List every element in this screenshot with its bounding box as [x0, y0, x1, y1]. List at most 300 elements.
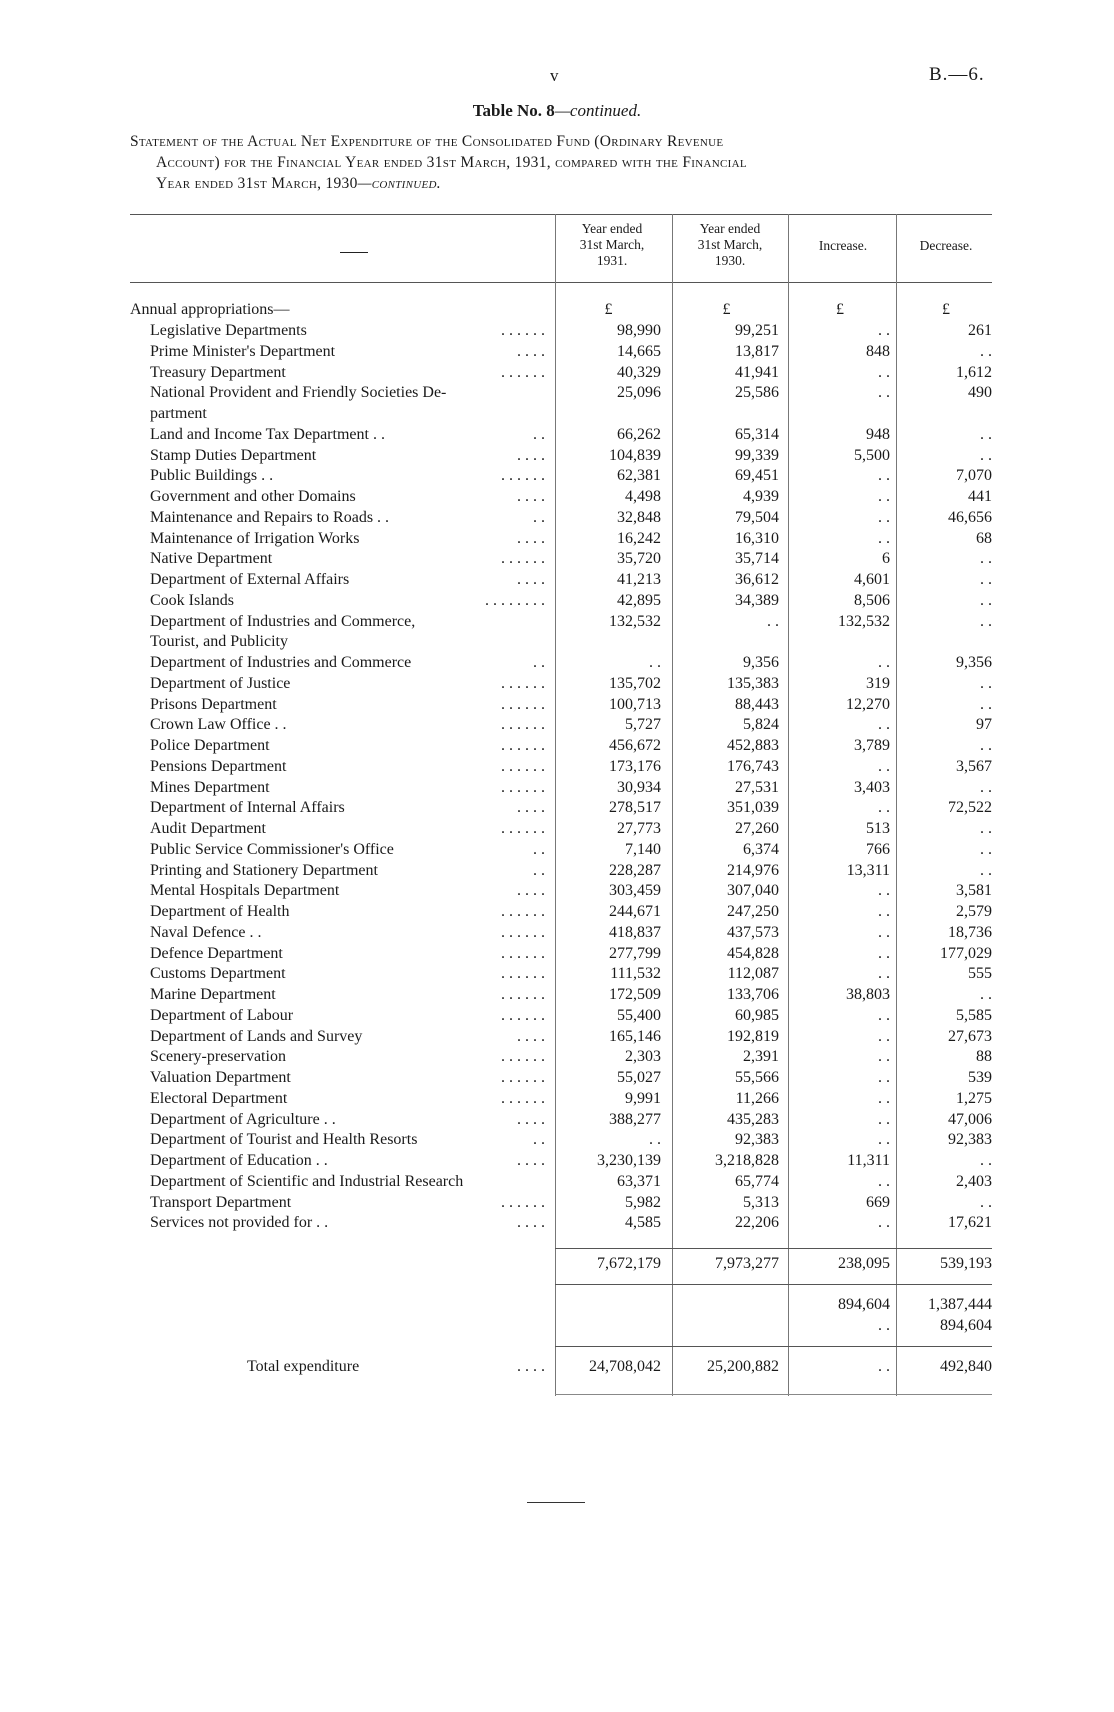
row-leader-dots: . . . .	[517, 1110, 545, 1128]
header-1931-line-1: Year ended	[581, 221, 643, 236]
table-row	[0, 466, 1114, 486]
row-label: Services not provided for . .	[150, 1214, 329, 1232]
table-row	[0, 798, 1114, 818]
row-value-decrease: 5,585	[956, 1006, 992, 1024]
row-label-continuation: partment	[150, 405, 207, 422]
row-leader-dots: . . . . . .	[501, 1048, 545, 1066]
table-row	[0, 508, 1114, 528]
row-label: Maintenance of Irrigation Works	[150, 529, 360, 547]
section-heading: Annual appropriations—	[130, 301, 290, 318]
table-row	[0, 964, 1114, 984]
row-value-increase: 5,500	[854, 446, 890, 464]
row-value-1930: 351,039	[727, 799, 779, 817]
row-label: Legislative Departments	[150, 322, 307, 339]
row-value-decrease: 92,383	[948, 1131, 992, 1149]
row-value-1931: 2,303	[625, 1048, 661, 1066]
row-value-decrease: . .	[980, 737, 992, 754]
row-label: Naval Defence . .	[150, 923, 262, 941]
row-value-1930: 92,383	[735, 1131, 779, 1149]
offset-row-1	[0, 1295, 1114, 1315]
table-row	[0, 425, 1114, 445]
row-value-decrease: 7,070	[956, 467, 992, 485]
row-value-1931: 98,990	[617, 322, 661, 339]
row-label: Department of Internal Affairs	[150, 799, 345, 817]
table-row	[0, 321, 1114, 341]
row-value-1931: 16,242	[617, 529, 661, 547]
row-value-increase: 132,532	[838, 612, 890, 630]
column-header-increase: Increase.	[818, 238, 868, 253]
table-row	[0, 549, 1114, 569]
total-1930: 25,200,882	[707, 1358, 779, 1375]
table-row	[0, 819, 1114, 839]
row-label: Department of Agriculture . .	[150, 1110, 336, 1128]
table-title-suffix: —continued.	[554, 101, 642, 120]
table-row	[0, 778, 1114, 798]
row-value-1930: 435,283	[727, 1110, 779, 1128]
row-leader-dots: . . . . . .	[501, 1193, 545, 1211]
row-value-increase: . .	[878, 1048, 890, 1066]
row-value-1931: 388,277	[609, 1110, 661, 1128]
row-value-1931: . .	[649, 1131, 661, 1149]
row-value-1930: 135,383	[727, 674, 779, 692]
table-row	[0, 529, 1114, 549]
row-value-1930: 60,985	[735, 1006, 779, 1024]
row-value-decrease: 18,736	[948, 923, 992, 941]
row-label: Department of Industries and Commerce	[150, 654, 412, 671]
row-label: Police Department	[150, 737, 270, 754]
row-value-decrease: 88	[976, 1048, 992, 1066]
label-column-header-dash	[340, 252, 368, 253]
row-value-decrease: 1,612	[956, 363, 992, 381]
row-value-1931: 35,720	[617, 550, 661, 568]
row-leader-dots: . . . . . .	[501, 923, 545, 941]
row-value-decrease: 177,029	[940, 944, 992, 962]
row-value-1930: 55,566	[735, 1069, 779, 1086]
row-value-1931: 25,096	[617, 384, 661, 402]
row-value-1931: 172,509	[609, 986, 661, 1003]
row-value-decrease: 27,673	[948, 1027, 992, 1045]
row-value-increase: . .	[878, 799, 890, 817]
row-value-1931: 278,517	[609, 799, 661, 817]
row-value-increase: . .	[878, 944, 890, 962]
row-value-increase: . .	[878, 1110, 890, 1128]
row-leader-dots: . . . . . .	[501, 1069, 545, 1086]
row-value-1930: 34,389	[735, 591, 779, 609]
row-value-increase: . .	[878, 965, 890, 983]
subtotal-row	[0, 1254, 1114, 1274]
row-value-1931: 5,982	[625, 1193, 661, 1211]
row-leader-dots: . . . . . .	[501, 737, 545, 754]
header-1931-line-3: 1931.	[596, 253, 628, 268]
row-leader-dots: . .	[533, 840, 545, 858]
row-value-1930: 247,250	[727, 903, 779, 920]
table-row	[0, 715, 1114, 735]
row-label: Land and Income Tax Department . .	[150, 425, 385, 443]
table-row	[0, 383, 1114, 403]
row-leader-dots: . . . .	[517, 1214, 545, 1232]
row-label: Prime Minister's Department	[150, 342, 336, 360]
row-value-1931: 303,459	[609, 882, 661, 900]
row-value-increase: . .	[878, 529, 890, 547]
row-value-1931: 277,799	[609, 944, 661, 962]
table-row	[0, 1047, 1114, 1067]
row-leader-dots: . .	[533, 861, 545, 879]
row-label: Department of Health	[150, 903, 290, 920]
row-label: Defence Department	[150, 944, 283, 962]
row-value-1930: 176,743	[727, 757, 779, 775]
row-value-increase: . .	[878, 654, 890, 671]
table-row	[0, 1027, 1114, 1047]
row-label: National Provident and Friendly Societies De-	[150, 384, 447, 402]
row-value-1930: 69,451	[735, 467, 779, 485]
header-1930-line-3: 1930.	[714, 253, 746, 268]
row-value-increase: 4,601	[854, 571, 890, 588]
row-leader-dots: . . . . . .	[501, 363, 545, 381]
row-label-continuation: Tourist, and Publicity	[150, 633, 288, 651]
row-value-decrease: 72,522	[948, 799, 992, 817]
row-label: Public Service Commissioner's Office	[150, 840, 394, 858]
row-value-1930: . .	[767, 612, 779, 630]
row-label: Valuation Department	[150, 1069, 291, 1086]
row-leader-dots: . . . . . .	[501, 965, 545, 983]
row-value-increase: 948	[866, 425, 890, 443]
row-label: Maintenance and Repairs to Roads . .	[150, 508, 390, 526]
row-value-increase: . .	[878, 363, 890, 381]
row-label: Mental Hospitals Department	[150, 882, 340, 900]
row-label: Mines Department	[150, 778, 270, 796]
row-value-decrease: . .	[980, 820, 992, 837]
offset-decrease-1: 1,387,444	[928, 1296, 992, 1313]
row-value-1930: 133,706	[727, 986, 779, 1003]
row-value-1931: 42,895	[617, 591, 661, 609]
row-value-1930: 79,504	[735, 508, 779, 526]
row-value-1931: 62,381	[617, 467, 661, 485]
currency-1931: £	[604, 301, 613, 318]
table-row	[0, 736, 1114, 756]
row-value-1930: 35,714	[735, 550, 779, 568]
row-value-1931: 244,671	[609, 903, 661, 920]
currency-increase: £	[836, 301, 844, 318]
subtotal-increase: 238,095	[838, 1255, 890, 1272]
row-label: Department of Education . .	[150, 1152, 328, 1169]
row-value-decrease: . .	[980, 1152, 992, 1169]
row-label: Scenery-preservation	[150, 1048, 286, 1066]
row-value-1930: 2,391	[743, 1048, 779, 1066]
row-value-1931: 30,934	[617, 778, 661, 796]
row-leader-dots: . . . .	[517, 1152, 545, 1169]
row-value-decrease: . .	[980, 986, 992, 1003]
row-label: Crown Law Office . .	[150, 716, 287, 734]
row-value-decrease: 539	[968, 1069, 992, 1086]
row-leader-dots: . . . .	[517, 1027, 545, 1045]
row-value-1930: 36,612	[735, 571, 779, 588]
row-value-1930: 88,443	[735, 695, 779, 713]
row-leader-dots: . .	[533, 1131, 545, 1149]
row-label: Cook Islands	[150, 591, 234, 609]
row-value-1930: 65,314	[735, 425, 779, 443]
subtotal-rule-2	[555, 1284, 992, 1285]
row-value-increase: . .	[878, 508, 890, 526]
section-heading-row	[0, 300, 1114, 320]
table-title	[0, 101, 1114, 121]
page-number-roman: v	[550, 66, 559, 85]
table-row	[0, 923, 1114, 943]
row-label: Government and other Domains	[150, 488, 356, 505]
row-value-decrease: . .	[980, 861, 992, 879]
row-leader-dots: . . . .	[517, 446, 545, 464]
column-header-1931	[560, 221, 664, 269]
row-leader-dots: . . . . . .	[501, 467, 545, 485]
row-leader-dots: . . . .	[517, 571, 545, 588]
row-value-increase: 319	[866, 674, 890, 692]
row-leader-dots: . . . . . .	[501, 903, 545, 920]
row-value-1931: 135,702	[609, 674, 661, 692]
row-value-1930: 99,251	[735, 322, 779, 339]
row-leader-dots: . . . .	[517, 529, 545, 547]
row-value-1930: 11,266	[735, 1089, 779, 1107]
table-row	[0, 944, 1114, 964]
row-value-1930: 192,819	[727, 1027, 779, 1045]
row-value-1931: 4,498	[625, 488, 661, 505]
row-leader-dots: . . . . . .	[501, 716, 545, 734]
row-value-increase: . .	[878, 322, 890, 339]
row-value-increase: 6	[882, 550, 890, 568]
row-value-1931: 9,991	[625, 1089, 661, 1107]
row-value-1930: 437,573	[727, 923, 779, 941]
offset-decrease-2: 894,604	[940, 1317, 992, 1334]
row-value-increase: 11,311	[847, 1152, 890, 1169]
row-value-1931: 165,146	[609, 1027, 661, 1045]
row-value-1930: 112,087	[727, 965, 779, 983]
row-value-decrease: 555	[968, 965, 992, 983]
table-row-continuation	[0, 632, 1114, 652]
row-value-1931: 55,400	[617, 1006, 661, 1024]
page-code: B.—6.	[929, 64, 985, 85]
row-value-1930: 22,206	[735, 1214, 779, 1232]
end-rule	[527, 1502, 585, 1503]
row-value-1930: 452,883	[727, 737, 779, 754]
row-value-1931: 41,213	[617, 571, 661, 588]
row-value-1930: 9,356	[743, 654, 779, 671]
row-value-decrease: . .	[980, 425, 992, 443]
row-leader-dots: . . . .	[517, 799, 545, 817]
column-header-1930	[676, 221, 784, 269]
row-value-decrease: 2,403	[956, 1172, 992, 1190]
row-leader-dots: . . . .	[517, 882, 545, 900]
row-value-1931: . .	[649, 654, 661, 671]
row-value-increase: 3,789	[854, 737, 890, 754]
row-value-increase: . .	[878, 1214, 890, 1232]
row-value-decrease: 97	[976, 716, 992, 734]
row-value-increase: . .	[878, 384, 890, 402]
total-leader-dots: . . . .	[517, 1358, 545, 1375]
row-label: Electoral Department	[150, 1089, 288, 1107]
table-row	[0, 1068, 1114, 1088]
row-leader-dots: . . . . . .	[501, 1089, 545, 1107]
row-value-1931: 3,230,139	[597, 1152, 661, 1169]
row-value-increase: . .	[878, 1069, 890, 1086]
row-value-1931: 5,727	[625, 716, 661, 734]
row-label: Department of Scientific and Industrial Research	[150, 1172, 464, 1190]
table-row	[0, 1130, 1114, 1150]
row-leader-dots: . . . . . .	[501, 695, 545, 713]
row-value-decrease: . .	[980, 446, 992, 464]
row-leader-dots: . . . .	[517, 342, 545, 360]
table-row	[0, 840, 1114, 860]
row-value-increase: . .	[878, 1006, 890, 1024]
row-value-decrease: . .	[980, 695, 992, 713]
row-leader-dots: . .	[533, 508, 545, 526]
header-1930-line-1: Year ended	[699, 221, 761, 236]
row-value-1931: 456,672	[609, 737, 661, 754]
total-label: Total expenditure	[247, 1358, 360, 1375]
row-value-increase: 38,803	[846, 986, 890, 1003]
table-row	[0, 570, 1114, 590]
row-value-1930: 16,310	[735, 529, 779, 547]
row-label: Transport Department	[150, 1193, 292, 1211]
row-leader-dots: . . . . . . . .	[485, 591, 545, 609]
row-value-increase: 8,506	[854, 591, 890, 609]
subtotal-rule-1	[555, 1248, 992, 1249]
row-value-increase: . .	[878, 488, 890, 505]
table-row	[0, 1172, 1114, 1192]
row-value-increase: 3,403	[854, 778, 890, 796]
row-value-decrease: 3,567	[956, 757, 992, 775]
row-value-1930: 13,817	[735, 342, 779, 360]
row-label: Customs Department	[150, 965, 286, 983]
table-row	[0, 1213, 1114, 1233]
row-value-increase: . .	[878, 1172, 890, 1190]
row-value-increase: 13,311	[846, 861, 890, 879]
total-1931: 24,708,042	[589, 1358, 661, 1375]
row-label: Public Buildings . .	[150, 467, 274, 485]
table-row	[0, 342, 1114, 362]
row-value-1930: 41,941	[735, 363, 779, 381]
table-row	[0, 591, 1114, 611]
row-value-1930: 27,260	[735, 820, 779, 837]
row-leader-dots: . .	[533, 425, 545, 443]
total-row	[0, 1357, 1114, 1377]
total-top-rule	[555, 1346, 992, 1347]
row-value-decrease: . .	[980, 674, 992, 692]
row-value-1931: 27,773	[617, 820, 661, 837]
row-value-1930: 4,939	[743, 488, 779, 505]
column-header-decrease: Decrease.	[919, 238, 973, 253]
row-value-decrease: . .	[980, 591, 992, 609]
row-leader-dots: . . . . . .	[501, 820, 545, 837]
row-value-decrease: 46,656	[948, 508, 992, 526]
row-label: Pensions Department	[150, 757, 287, 775]
currency-1930: £	[722, 301, 731, 318]
row-label: Printing and Stationery Department	[150, 861, 378, 879]
row-value-decrease: 17,621	[948, 1214, 992, 1232]
row-leader-dots: . . . . . .	[501, 550, 545, 568]
row-value-1930: 99,339	[735, 446, 779, 464]
row-value-increase: . .	[878, 882, 890, 900]
row-leader-dots: . . . . . .	[501, 322, 545, 339]
row-value-decrease: . .	[980, 1193, 992, 1211]
table-row	[0, 674, 1114, 694]
row-value-increase: . .	[878, 467, 890, 485]
row-value-increase: 513	[866, 820, 890, 837]
row-value-increase: 766	[866, 840, 890, 858]
row-value-decrease: 261	[968, 322, 992, 339]
row-value-1930: 25,586	[735, 384, 779, 402]
row-value-decrease: 3,581	[956, 882, 992, 900]
table-row	[0, 612, 1114, 632]
table-row	[0, 695, 1114, 715]
statement-line-2: Account) for the Financial Year ended 31st March, 1931, compared with the Financial	[156, 154, 747, 171]
row-value-1930: 5,313	[743, 1193, 779, 1211]
table-row	[0, 363, 1114, 383]
row-value-1931: 100,713	[609, 695, 661, 713]
row-label: Department of Industries and Commerce,	[150, 612, 416, 630]
row-label: Stamp Duties Department	[150, 446, 317, 464]
row-leader-dots: . . . . . .	[501, 757, 545, 775]
row-value-decrease: . .	[980, 612, 992, 630]
header-1930-line-2: 31st March,	[697, 237, 763, 252]
row-label: Department of Labour	[150, 1006, 294, 1024]
subtotal-1930: 7,973,277	[715, 1255, 779, 1272]
row-value-increase: . .	[878, 1027, 890, 1045]
row-leader-dots: . . . . . .	[501, 944, 545, 962]
table-row	[0, 446, 1114, 466]
row-value-1931: 63,371	[617, 1172, 661, 1190]
total-increase: . .	[878, 1358, 890, 1375]
row-label: Treasury Department	[150, 363, 286, 381]
table-title-main: Table No. 8	[472, 101, 555, 120]
row-leader-dots: . . . . . .	[501, 674, 545, 692]
row-value-decrease: . .	[980, 550, 992, 568]
row-value-1931: 228,287	[609, 861, 661, 879]
row-value-1930: 65,774	[735, 1172, 779, 1190]
table-row	[0, 861, 1114, 881]
total-decrease: 492,840	[940, 1358, 992, 1375]
row-value-increase: 848	[866, 342, 890, 360]
row-value-increase: . .	[878, 1089, 890, 1107]
currency-decrease: £	[942, 301, 950, 318]
subtotal-decrease: 539,193	[940, 1255, 992, 1272]
statement-line-3-suffix: —continued.	[357, 175, 441, 192]
row-leader-dots: . . . . . .	[501, 1006, 545, 1024]
row-value-decrease: . .	[980, 571, 992, 588]
row-value-1931: 132,532	[609, 612, 661, 630]
table-bottom-rule	[555, 1394, 992, 1395]
table-row	[0, 902, 1114, 922]
row-value-increase: . .	[878, 923, 890, 941]
statement-line-3	[130, 173, 992, 194]
statement-line-3-main: Year ended 31st March, 1930	[156, 175, 358, 192]
row-label: Prisons Department	[150, 695, 277, 713]
row-value-decrease: 9,356	[956, 654, 992, 671]
header-bottom-rule	[130, 282, 992, 283]
row-label: Native Department	[150, 550, 273, 568]
table-row	[0, 1151, 1114, 1171]
row-value-increase: . .	[878, 757, 890, 775]
row-value-decrease: 68	[976, 529, 992, 547]
row-value-decrease: 441	[968, 488, 992, 505]
row-value-decrease: 1,275	[956, 1089, 992, 1107]
row-value-increase: . .	[878, 716, 890, 734]
row-leader-dots: . .	[533, 654, 545, 671]
row-label: Department of Justice	[150, 674, 291, 692]
row-leader-dots: . . . .	[517, 488, 545, 505]
row-value-1931: 32,848	[617, 508, 661, 526]
table-row	[0, 1193, 1114, 1213]
row-label: Department of External Affairs	[150, 571, 350, 588]
table-row	[0, 487, 1114, 507]
row-value-1931: 4,585	[625, 1214, 661, 1232]
